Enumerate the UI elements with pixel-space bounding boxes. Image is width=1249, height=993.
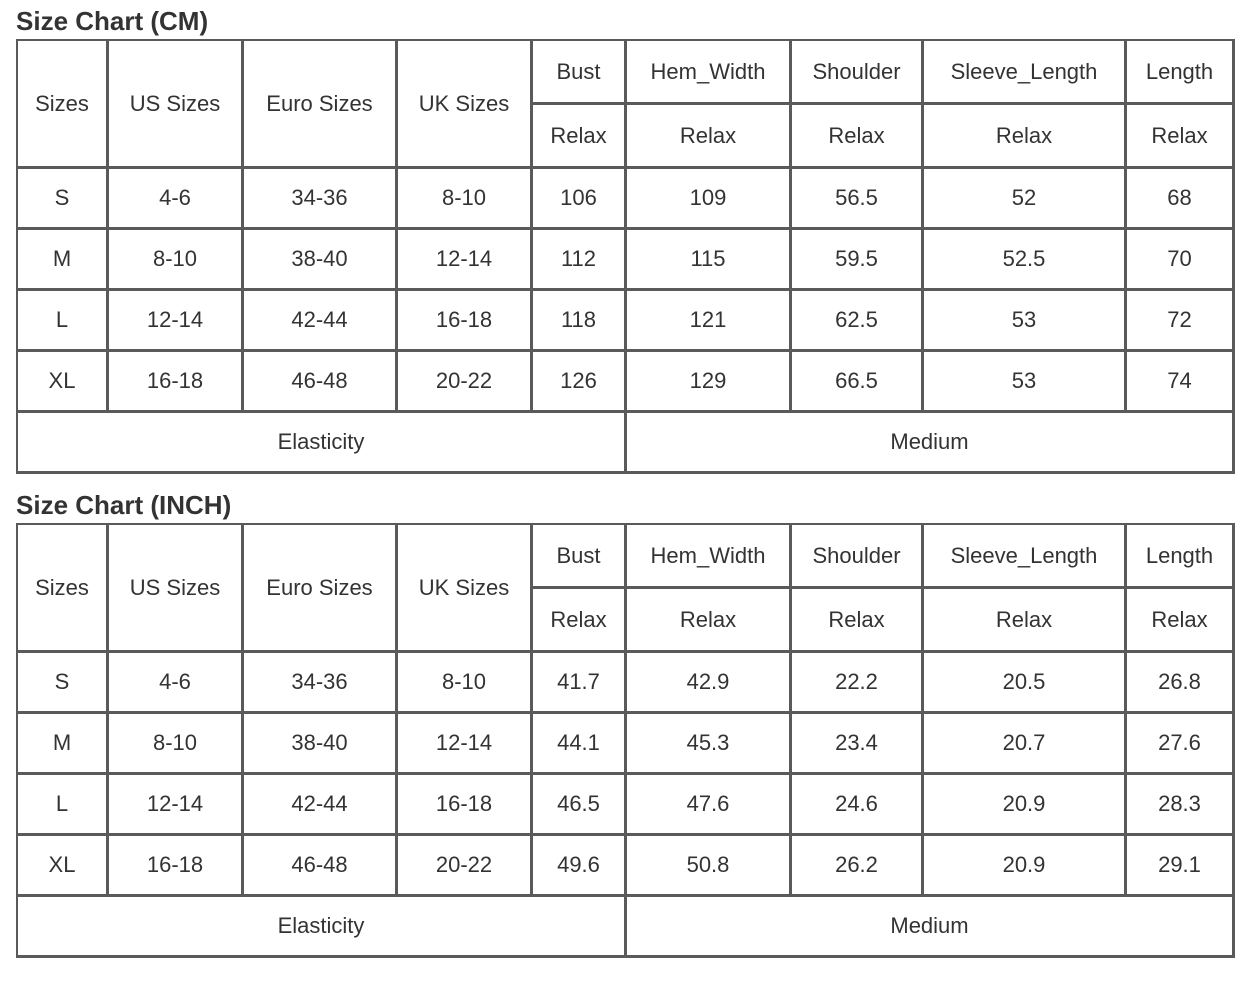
size-cell: L (18, 291, 109, 352)
header-length: Length (1127, 41, 1235, 105)
length-cell: 28.3 (1127, 775, 1235, 836)
hem-width-cell: 50.8 (627, 836, 792, 897)
table-row (18, 714, 1235, 775)
size-cell: M (18, 230, 109, 291)
us-size-cell: 16-18 (109, 352, 244, 413)
bust-cell: 41.7 (533, 653, 627, 714)
header-bust: Bust (533, 525, 627, 589)
fit-label: Relax (792, 589, 924, 653)
bust-cell: 126 (533, 352, 627, 413)
header-shoulder: Shoulder (792, 525, 924, 589)
length-cell: 68 (1127, 169, 1235, 230)
euro-size-cell: 42-44 (244, 291, 398, 352)
header-uk-sizes: UK Sizes (398, 525, 533, 653)
sleeve-length-cell: 20.9 (924, 836, 1127, 897)
fit-label: Relax (924, 589, 1127, 653)
table-row (18, 775, 1235, 836)
table-row (18, 653, 1235, 714)
uk-size-cell: 8-10 (398, 169, 533, 230)
shoulder-cell: 59.5 (792, 230, 924, 291)
header-sizes: Sizes (18, 41, 109, 169)
size-cell: S (18, 169, 109, 230)
table-row (18, 169, 1235, 230)
fit-label: Relax (1127, 589, 1235, 653)
hem-width-cell: 129 (627, 352, 792, 413)
header-hem-width: Hem_Width (627, 525, 792, 589)
bust-cell: 112 (533, 230, 627, 291)
euro-size-cell: 42-44 (244, 775, 398, 836)
uk-size-cell: 16-18 (398, 775, 533, 836)
hem-width-cell: 115 (627, 230, 792, 291)
fit-label: Relax (924, 105, 1127, 169)
euro-size-cell: 38-40 (244, 230, 398, 291)
header-euro-sizes: Euro Sizes (244, 525, 398, 653)
elasticity-label: Elasticity (18, 897, 627, 958)
size-cell: XL (18, 836, 109, 897)
size-cell: L (18, 775, 109, 836)
length-cell: 74 (1127, 352, 1235, 413)
table-row (18, 836, 1235, 897)
length-cell: 27.6 (1127, 714, 1235, 775)
header-bust: Bust (533, 41, 627, 105)
uk-size-cell: 20-22 (398, 352, 533, 413)
shoulder-cell: 22.2 (792, 653, 924, 714)
uk-size-cell: 20-22 (398, 836, 533, 897)
uk-size-cell: 12-14 (398, 714, 533, 775)
size-chart-inch-table (16, 523, 1235, 958)
elasticity-value: Medium (627, 413, 1235, 474)
sleeve-length-cell: 53 (924, 352, 1127, 413)
uk-size-cell: 16-18 (398, 291, 533, 352)
header-sleeve-length: Sleeve_Length (924, 525, 1127, 589)
euro-size-cell: 34-36 (244, 653, 398, 714)
header-sleeve-length: Sleeve_Length (924, 41, 1127, 105)
shoulder-cell: 56.5 (792, 169, 924, 230)
shoulder-cell: 62.5 (792, 291, 924, 352)
length-cell: 72 (1127, 291, 1235, 352)
bust-cell: 106 (533, 169, 627, 230)
elasticity-value: Medium (627, 897, 1235, 958)
sleeve-length-cell: 20.7 (924, 714, 1127, 775)
size-cell: M (18, 714, 109, 775)
us-size-cell: 12-14 (109, 775, 244, 836)
bust-cell: 118 (533, 291, 627, 352)
fit-label: Relax (627, 105, 792, 169)
bust-cell: 46.5 (533, 775, 627, 836)
length-cell: 29.1 (1127, 836, 1235, 897)
us-size-cell: 4-6 (109, 169, 244, 230)
us-size-cell: 12-14 (109, 291, 244, 352)
size-chart-inch-title: Size Chart (INCH) (16, 490, 232, 520)
table-row (18, 352, 1235, 413)
table-row (18, 230, 1235, 291)
table-row (18, 291, 1235, 352)
length-cell: 70 (1127, 230, 1235, 291)
us-size-cell: 16-18 (109, 836, 244, 897)
euro-size-cell: 46-48 (244, 836, 398, 897)
hem-width-cell: 109 (627, 169, 792, 230)
size-cell: XL (18, 352, 109, 413)
header-uk-sizes: UK Sizes (398, 41, 533, 169)
fit-label: Relax (627, 589, 792, 653)
header-length: Length (1127, 525, 1235, 589)
euro-size-cell: 38-40 (244, 714, 398, 775)
hem-width-cell: 121 (627, 291, 792, 352)
sleeve-length-cell: 52.5 (924, 230, 1127, 291)
bust-cell: 49.6 (533, 836, 627, 897)
sleeve-length-cell: 20.5 (924, 653, 1127, 714)
hem-width-cell: 47.6 (627, 775, 792, 836)
header-us-sizes: US Sizes (109, 41, 244, 169)
hem-width-cell: 45.3 (627, 714, 792, 775)
elasticity-label: Elasticity (18, 413, 627, 474)
euro-size-cell: 46-48 (244, 352, 398, 413)
shoulder-cell: 66.5 (792, 352, 924, 413)
us-size-cell: 8-10 (109, 714, 244, 775)
header-sizes: Sizes (18, 525, 109, 653)
size-cell: S (18, 653, 109, 714)
shoulder-cell: 26.2 (792, 836, 924, 897)
sleeve-length-cell: 20.9 (924, 775, 1127, 836)
euro-size-cell: 34-36 (244, 169, 398, 230)
header-hem-width: Hem_Width (627, 41, 792, 105)
length-cell: 26.8 (1127, 653, 1235, 714)
uk-size-cell: 12-14 (398, 230, 533, 291)
hem-width-cell: 42.9 (627, 653, 792, 714)
fit-label: Relax (1127, 105, 1235, 169)
header-shoulder: Shoulder (792, 41, 924, 105)
size-chart-cm-table (16, 39, 1235, 474)
size-chart-cm-title: Size Chart (CM) (16, 6, 209, 36)
us-size-cell: 4-6 (109, 653, 244, 714)
shoulder-cell: 24.6 (792, 775, 924, 836)
us-size-cell: 8-10 (109, 230, 244, 291)
header-us-sizes: US Sizes (109, 525, 244, 653)
bust-cell: 44.1 (533, 714, 627, 775)
sleeve-length-cell: 53 (924, 291, 1127, 352)
sleeve-length-cell: 52 (924, 169, 1127, 230)
shoulder-cell: 23.4 (792, 714, 924, 775)
header-euro-sizes: Euro Sizes (244, 41, 398, 169)
fit-label: Relax (792, 105, 924, 169)
fit-label: Relax (533, 105, 627, 169)
uk-size-cell: 8-10 (398, 653, 533, 714)
fit-label: Relax (533, 589, 627, 653)
